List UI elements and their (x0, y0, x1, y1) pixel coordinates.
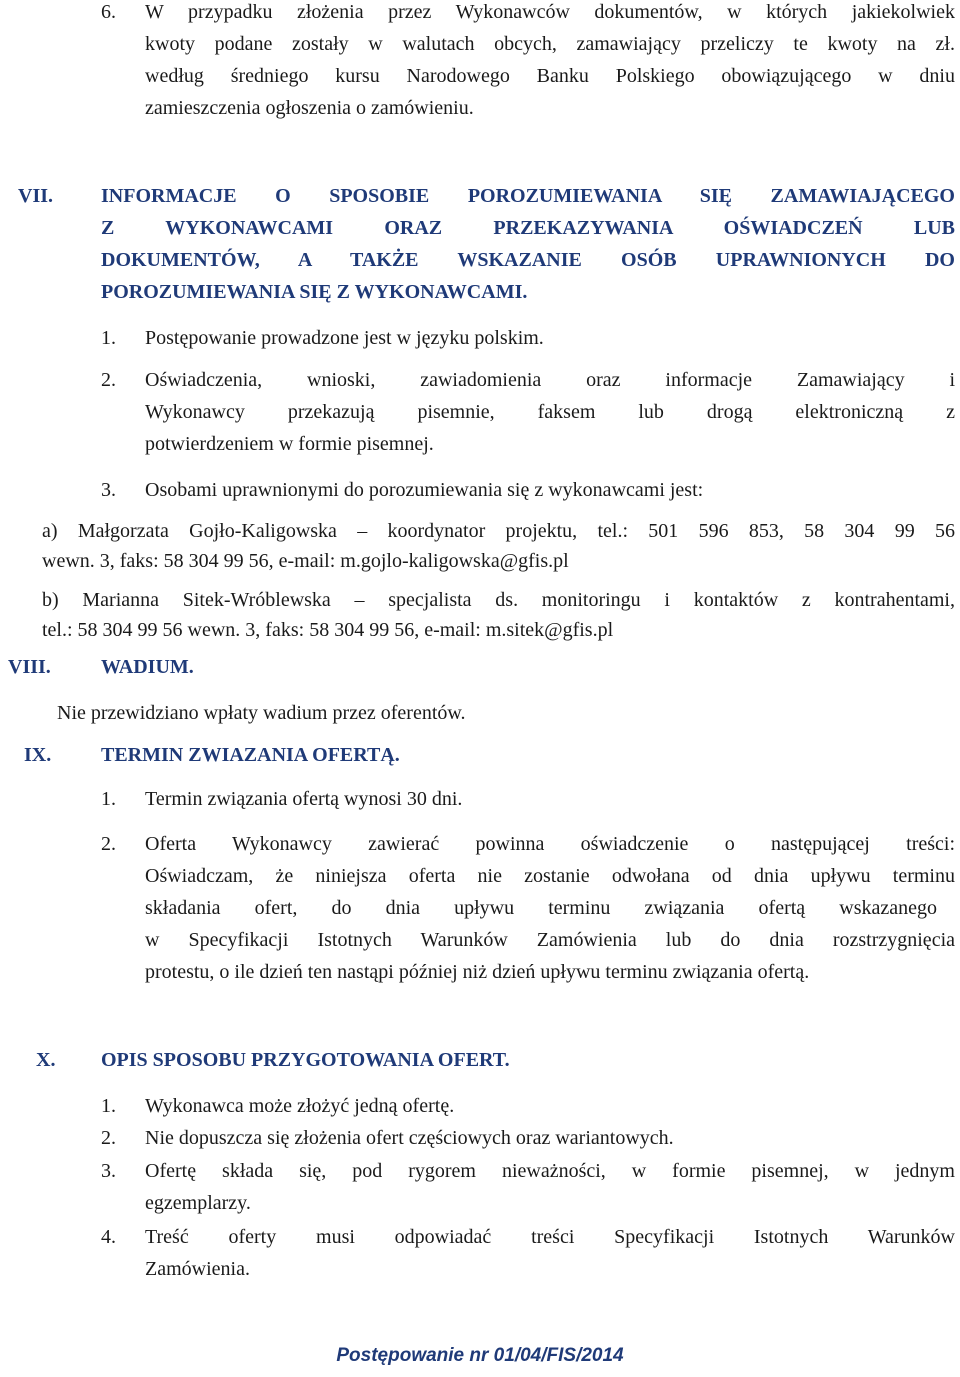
text-line: potwierdzeniem w formie pisemnej. (145, 433, 434, 455)
text-line: składania ofert, do dnia upływu terminu związania ofertą wskazanego (145, 897, 937, 919)
section-x-roman: X. (36, 1049, 56, 1071)
list-item (145, 1221, 955, 1285)
list-number: 2. (101, 369, 116, 391)
list-item (145, 1155, 955, 1219)
text-line: Wykonawca może złożyć jedną ofertę. (145, 1095, 455, 1117)
text-line: Osobami uprawnionymi do porozumiewania się z wykonawcami jest: (145, 479, 704, 501)
title-line: INFORMACJE O SPOSOBIE POROZUMIEWANIA SIĘ ZAMAWIAJĄCEGO (101, 185, 955, 207)
text-line: Oświadczenia, wnioski, zawiadomienia oraz informacje Zamawiający i (145, 369, 955, 391)
section-viii-roman: VIII. (8, 656, 51, 678)
text-line: W przypadku złożenia przez Wykonawców dokumentów, w których jakiekolwiek (145, 1, 955, 23)
list-number: 1. (101, 327, 116, 349)
text-line: według średniego kursu Narodowego Banku Polskiego obowiązującego w dniu (145, 65, 955, 87)
text-line: protestu, o ile dzień ten nastąpi później niż dzień upływu terminu związania ofertą. (145, 961, 810, 983)
text-line: tel.: 58 304 99 56 wewn. 3, faks: 58 304 99 56, e-mail: m.sitek@gfis.pl (42, 619, 614, 641)
text-line: Zamówienia. (145, 1258, 250, 1280)
text-line: Treść oferty musi odpowiadać treści Specyfikacji Istotnych Warunków (145, 1226, 955, 1248)
text-line: Oświadczam, że niniejsza oferta nie zostanie odwołana od dnia upływu terminu (145, 865, 955, 887)
section-viii-text: Nie przewidziano wpłaty wadium przez oferentów. (57, 702, 466, 724)
text-line: w Specyfikacji Istotnych Warunków Zamówienia lub do dnia rozstrzygnięcia (145, 929, 955, 951)
list-number: 3. (101, 479, 116, 501)
list-item (145, 783, 955, 815)
contact-person (42, 515, 955, 577)
intro-paragraph (145, 0, 955, 124)
text-line: wewn. 3, faks: 58 304 99 56, e-mail: m.gojlo-kaligowska@gfis.pl (42, 550, 569, 572)
list-number: 1. (101, 788, 116, 810)
text-line: Ofertę składa się, pod rygorem nieważności, w formie pisemnej, w jednym (145, 1160, 955, 1182)
list-number: 2. (101, 1127, 116, 1149)
title-line: Z WYKONAWCAMI ORAZ PRZEKAZYWANIA OŚWIADCZEŃ LUB (101, 217, 955, 239)
text-line: a) Małgorzata Gojło-Kaligowska – koordynator projektu, tel.: 501 596 853, 58 304 99 56 (42, 520, 955, 542)
text-line: kwoty podane zostały w walutach obcych, zamawiający przeliczy te kwoty na zł. (145, 33, 955, 55)
text-line: Wykonawcy przekazują pisemnie, faksem lub drogą elektroniczną z (145, 401, 955, 423)
list-item (145, 1090, 955, 1122)
list-item (145, 828, 955, 988)
text-line: Oferta Wykonawcy zawierać powinna oświadczenie o następującej treści: (145, 833, 955, 855)
page-footer: Postępowanie nr 01/04/FIS/2014 (336, 1345, 624, 1366)
text-line: b) Marianna Sitek-Wróblewska – specjalista ds. monitoringu i kontaktów z kontrahentami, (42, 589, 955, 611)
list-number: 3. (101, 1160, 116, 1182)
list-number: 6. (101, 1, 116, 23)
list-item (145, 1122, 955, 1154)
section-vii-title (101, 180, 955, 308)
list-item (145, 364, 955, 460)
title-line: POROZUMIEWANIA SIĘ Z WYKONAWCAMI. (101, 281, 528, 303)
list-number: 1. (101, 1095, 116, 1117)
text-line: Nie dopuszcza się złożenia ofert częściowych oraz wariantowych. (145, 1127, 674, 1149)
text-line: Postępowanie prowadzone jest w języku polskim. (145, 327, 544, 349)
text-line: zamieszczenia ogłoszenia o zamówieniu. (145, 97, 474, 119)
list-number: 4. (101, 1226, 116, 1248)
list-number: 2. (101, 833, 116, 855)
text-line: egzemplarzy. (145, 1192, 251, 1214)
list-item (145, 474, 955, 506)
section-ix-title: TERMIN ZWIAZANIA OFERTĄ. (101, 744, 400, 766)
text-line: Termin związania ofertą wynosi 30 dni. (145, 788, 463, 810)
list-item (145, 322, 955, 354)
section-vii-roman: VII. (18, 185, 54, 207)
section-ix-roman: IX. (24, 744, 52, 766)
contact-person (42, 584, 955, 646)
section-viii-title: WADIUM. (101, 656, 194, 678)
title-line: DOKUMENTÓW, A TAKŻE WSKAZANIE OSÓB UPRAWNIONYCH DO (101, 249, 955, 271)
section-x-title: OPIS SPOSOBU PRZYGOTOWANIA OFERT. (101, 1049, 510, 1071)
